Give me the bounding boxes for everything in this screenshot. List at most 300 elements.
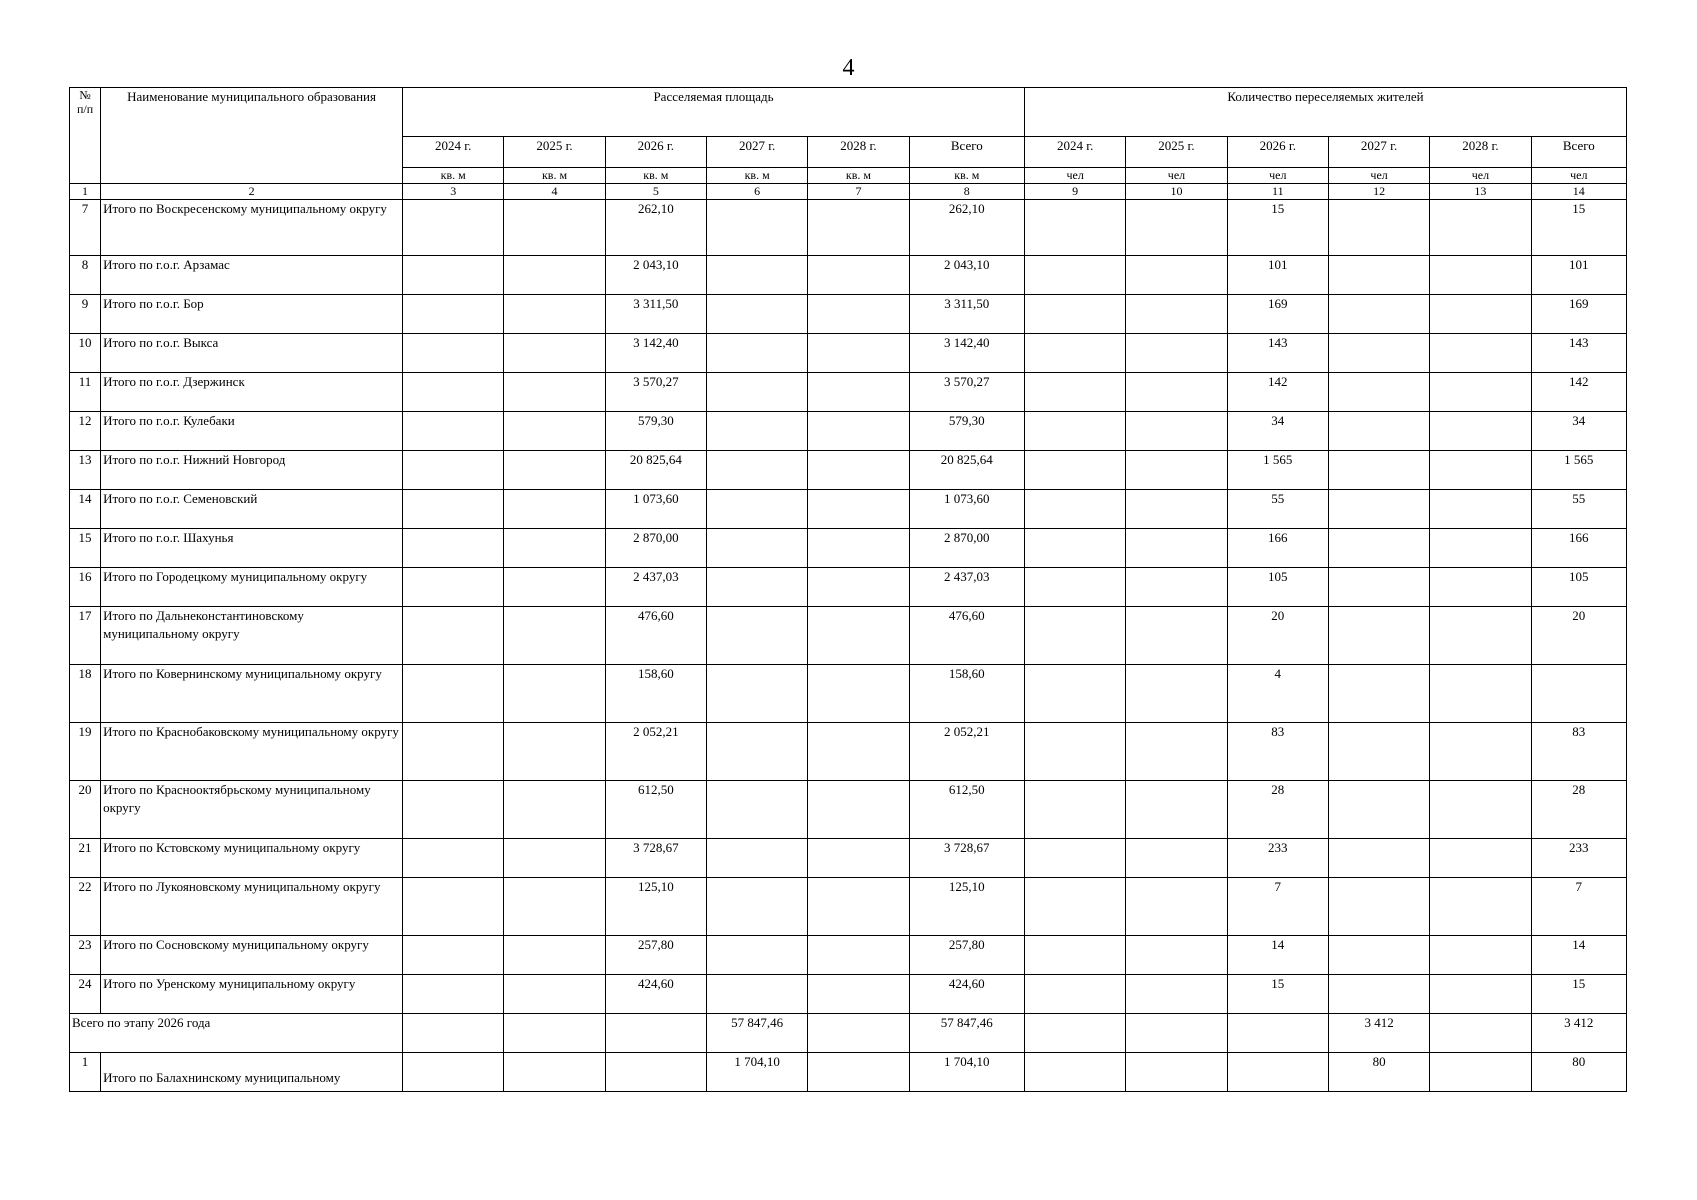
table-row (70, 607, 1627, 665)
residents-2025-cell (1126, 1053, 1227, 1092)
residents-total-cell: 83 (1531, 723, 1626, 781)
header-area-group: Расселяемая площадь (403, 88, 1025, 137)
area-2026-cell: 257,80 (605, 936, 706, 975)
residents-2027-cell (1328, 568, 1429, 607)
residents-2028-cell (1430, 1053, 1531, 1092)
area-2026-cell: 262,10 (605, 200, 706, 256)
residents-2027-cell (1328, 975, 1429, 1014)
residents-2026-cell: 143 (1227, 334, 1328, 373)
area-2024-cell (403, 607, 504, 665)
area-2025-cell (504, 490, 605, 529)
residents-2026-cell: 105 (1227, 568, 1328, 607)
area-2025-cell (504, 412, 605, 451)
header-no-line1: № (79, 88, 91, 102)
header-area-year: Всего (909, 137, 1024, 168)
area-2026-cell: 2 870,00 (605, 529, 706, 568)
column-number: 4 (504, 184, 605, 200)
residents-total-cell: 3 412 (1531, 1014, 1626, 1053)
area-2025-cell (504, 781, 605, 839)
column-number: 10 (1126, 184, 1227, 200)
area-2026-cell: 2 437,03 (605, 568, 706, 607)
header-residents-year: 2024 г. (1025, 137, 1126, 168)
header-residents-unit: чел (1531, 168, 1626, 184)
header-residents-unit: чел (1430, 168, 1531, 184)
area-total-cell: 1 073,60 (909, 490, 1024, 529)
area-total-cell: 3 311,50 (909, 295, 1024, 334)
area-2025-cell (504, 723, 605, 781)
area-total-cell: 2 437,03 (909, 568, 1024, 607)
area-2026-cell: 20 825,64 (605, 451, 706, 490)
header-residents-unit: чел (1227, 168, 1328, 184)
residents-2024-cell (1025, 723, 1126, 781)
area-2027-cell (706, 256, 807, 295)
area-2025-cell (504, 878, 605, 936)
row-number: 18 (70, 665, 101, 723)
residents-2028-cell (1430, 412, 1531, 451)
area-2028-cell (808, 412, 909, 451)
row-number: 16 (70, 568, 101, 607)
residents-2024-cell (1025, 975, 1126, 1014)
residents-2028-cell (1430, 723, 1531, 781)
area-2028-cell (808, 1053, 909, 1092)
residents-2024-cell (1025, 451, 1126, 490)
area-2028-cell (808, 781, 909, 839)
residents-2025-cell (1126, 490, 1227, 529)
residents-2027-cell (1328, 200, 1429, 256)
area-2027-cell (706, 723, 807, 781)
row-name: Итого по г.о.г. Нижний Новгород (101, 451, 403, 490)
table-row (70, 975, 1627, 1014)
residents-2027-cell (1328, 839, 1429, 878)
residents-2028-cell (1430, 1014, 1531, 1053)
column-number: 5 (605, 184, 706, 200)
area-2026-cell: 2 043,10 (605, 256, 706, 295)
header-residents-unit: чел (1126, 168, 1227, 184)
header-residents-year: 2025 г. (1126, 137, 1227, 168)
row-name: Итого по Краснооктябрьскому муниципальному округу (101, 781, 403, 839)
header-residents-group: Количество переселяемых жителей (1025, 88, 1627, 137)
area-2025-cell (504, 256, 605, 295)
area-2027-cell (706, 334, 807, 373)
header-area-unit: кв. м (504, 168, 605, 184)
residents-2027-cell: 80 (1328, 1053, 1429, 1092)
residents-2024-cell (1025, 295, 1126, 334)
residents-2025-cell (1126, 781, 1227, 839)
residents-2024-cell (1025, 781, 1126, 839)
residents-2027-cell (1328, 412, 1429, 451)
area-2028-cell (808, 839, 909, 878)
column-number: 6 (706, 184, 807, 200)
header-row-groups (70, 88, 1627, 137)
area-2026-cell: 158,60 (605, 665, 706, 723)
area-2026-cell: 3 142,40 (605, 334, 706, 373)
area-2024-cell (403, 878, 504, 936)
residents-2028-cell (1430, 256, 1531, 295)
area-2026-cell: 476,60 (605, 607, 706, 665)
residents-2024-cell (1025, 878, 1126, 936)
area-2028-cell (808, 200, 909, 256)
stage-total-label: Всего по этапу 2026 года (70, 1014, 403, 1053)
area-total-cell: 20 825,64 (909, 451, 1024, 490)
residents-2024-cell (1025, 1014, 1126, 1053)
area-total-cell: 158,60 (909, 665, 1024, 723)
area-2027-cell (706, 781, 807, 839)
area-total-cell: 612,50 (909, 781, 1024, 839)
residents-2028-cell (1430, 295, 1531, 334)
header-row-column-numbers (70, 184, 1627, 200)
area-2024-cell (403, 295, 504, 334)
header-area-unit: кв. м (605, 168, 706, 184)
area-2025-cell (504, 936, 605, 975)
residents-2028-cell (1430, 451, 1531, 490)
area-total-cell: 262,10 (909, 200, 1024, 256)
area-2026-cell: 3 311,50 (605, 295, 706, 334)
area-total-cell: 2 052,21 (909, 723, 1024, 781)
table-row (70, 529, 1627, 568)
header-area-year: 2027 г. (706, 137, 807, 168)
residents-2024-cell (1025, 412, 1126, 451)
residents-total-cell: 169 (1531, 295, 1626, 334)
area-total-cell: 2 043,10 (909, 256, 1024, 295)
residents-2028-cell (1430, 665, 1531, 723)
area-2025-cell (504, 568, 605, 607)
row-number: 22 (70, 878, 101, 936)
residents-2026-cell: 142 (1227, 373, 1328, 412)
row-name: Итого по Балахнинскому муниципальному (101, 1053, 403, 1092)
row-number: 19 (70, 723, 101, 781)
area-2025-cell (504, 975, 605, 1014)
residents-2027-cell (1328, 256, 1429, 295)
area-2024-cell (403, 334, 504, 373)
area-2024-cell (403, 256, 504, 295)
area-2024-cell (403, 529, 504, 568)
residents-2028-cell (1430, 781, 1531, 839)
residents-2024-cell (1025, 334, 1126, 373)
residents-2026-cell: 166 (1227, 529, 1328, 568)
area-2025-cell (504, 451, 605, 490)
area-2028-cell (808, 723, 909, 781)
area-2028-cell (808, 665, 909, 723)
area-2025-cell (504, 529, 605, 568)
residents-2025-cell (1126, 451, 1227, 490)
row-name: Итого по Дальнеконстантиновскому муниципальному округу (101, 607, 403, 665)
area-2024-cell (403, 1014, 504, 1053)
row-number: 24 (70, 975, 101, 1014)
residents-2025-cell (1126, 412, 1227, 451)
area-2025-cell (504, 839, 605, 878)
area-2026-cell: 3 570,27 (605, 373, 706, 412)
row-name: Итого по г.о.г. Выкса (101, 334, 403, 373)
residents-2027-cell (1328, 490, 1429, 529)
row-name: Итого по г.о.г. Семеновский (101, 490, 403, 529)
table-row (70, 781, 1627, 839)
page-number: 4 (842, 55, 855, 81)
residents-2028-cell (1430, 878, 1531, 936)
residents-2024-cell (1025, 200, 1126, 256)
table-row (70, 295, 1627, 334)
row-number: 11 (70, 373, 101, 412)
header-area-unit: кв. м (706, 168, 807, 184)
residents-2024-cell (1025, 256, 1126, 295)
row-name: Итого по Краснобаковскому муниципальному округу (101, 723, 403, 781)
row-name: Итого по Ковернинскому муниципальному округу (101, 665, 403, 723)
residents-2026-cell: 83 (1227, 723, 1328, 781)
residents-total-cell: 15 (1531, 200, 1626, 256)
residents-2025-cell (1126, 529, 1227, 568)
area-total-cell: 3 142,40 (909, 334, 1024, 373)
header-no (70, 88, 101, 184)
residents-2026-cell: 1 565 (1227, 451, 1328, 490)
residents-total-cell: 105 (1531, 568, 1626, 607)
area-2028-cell (808, 529, 909, 568)
row-number: 13 (70, 451, 101, 490)
residents-2026-cell: 34 (1227, 412, 1328, 451)
residents-2028-cell (1430, 568, 1531, 607)
residents-total-cell: 7 (1531, 878, 1626, 936)
residents-2027-cell (1328, 607, 1429, 665)
residents-total-cell: 142 (1531, 373, 1626, 412)
header-area-unit: кв. м (403, 168, 504, 184)
residents-total-cell: 101 (1531, 256, 1626, 295)
residents-2027-cell (1328, 451, 1429, 490)
residents-2025-cell (1126, 665, 1227, 723)
area-2026-cell: 125,10 (605, 878, 706, 936)
residents-total-cell: 233 (1531, 839, 1626, 878)
residents-2028-cell (1430, 373, 1531, 412)
residents-2026-cell: 233 (1227, 839, 1328, 878)
row-name: Итого по Воскресенскому муниципальному округу (101, 200, 403, 256)
residents-2026-cell: 14 (1227, 936, 1328, 975)
area-2027-cell (706, 936, 807, 975)
area-2024-cell (403, 839, 504, 878)
column-number: 2 (101, 184, 403, 200)
resettlement-table (69, 87, 1627, 1092)
residents-2027-cell (1328, 723, 1429, 781)
residents-2028-cell (1430, 200, 1531, 256)
residents-2025-cell (1126, 256, 1227, 295)
residents-total-cell: 166 (1531, 529, 1626, 568)
area-total-cell: 424,60 (909, 975, 1024, 1014)
residents-2026-cell: 28 (1227, 781, 1328, 839)
area-2027-cell: 57 847,46 (706, 1014, 807, 1053)
row-name: Итого по Лукояновскому муниципальному округу (101, 878, 403, 936)
residents-total-cell: 28 (1531, 781, 1626, 839)
residents-2025-cell (1126, 936, 1227, 975)
area-2026-cell: 1 073,60 (605, 490, 706, 529)
table-row (70, 839, 1627, 878)
residents-total-cell: 20 (1531, 607, 1626, 665)
area-2028-cell (808, 1014, 909, 1053)
residents-2024-cell (1025, 1053, 1126, 1092)
residents-2026-cell (1227, 1014, 1328, 1053)
area-2027-cell (706, 200, 807, 256)
area-2027-cell (706, 490, 807, 529)
row-number: 17 (70, 607, 101, 665)
residents-2025-cell (1126, 568, 1227, 607)
table-row (70, 665, 1627, 723)
area-2024-cell (403, 1053, 504, 1092)
row-number: 15 (70, 529, 101, 568)
row-name: Итого по г.о.г. Дзержинск (101, 373, 403, 412)
column-number: 7 (808, 184, 909, 200)
residents-2024-cell (1025, 607, 1126, 665)
residents-2026-cell: 55 (1227, 490, 1328, 529)
row-name: Итого по Уренскому муниципальному округу (101, 975, 403, 1014)
residents-2027-cell (1328, 936, 1429, 975)
row-name: Итого по Сосновскому муниципальному округу (101, 936, 403, 975)
area-2025-cell (504, 607, 605, 665)
residents-2025-cell (1126, 200, 1227, 256)
area-2028-cell (808, 295, 909, 334)
header-area-year: 2024 г. (403, 137, 504, 168)
column-number: 3 (403, 184, 504, 200)
area-2026-cell: 579,30 (605, 412, 706, 451)
residents-2026-cell: 15 (1227, 975, 1328, 1014)
row-name: Итого по Кстовскому муниципальному округу (101, 839, 403, 878)
residents-2026-cell (1227, 1053, 1328, 1092)
residents-2028-cell (1430, 529, 1531, 568)
residents-2025-cell (1126, 295, 1227, 334)
area-2026-cell: 612,50 (605, 781, 706, 839)
residents-2025-cell (1126, 607, 1227, 665)
table-row (70, 412, 1627, 451)
area-2028-cell (808, 490, 909, 529)
residents-2028-cell (1430, 975, 1531, 1014)
residents-total-cell (1531, 665, 1626, 723)
area-2026-cell: 424,60 (605, 975, 706, 1014)
area-2024-cell (403, 723, 504, 781)
area-2025-cell (504, 334, 605, 373)
table-row (70, 373, 1627, 412)
area-total-cell: 125,10 (909, 878, 1024, 936)
area-2025-cell (504, 373, 605, 412)
area-total-cell: 3 570,27 (909, 373, 1024, 412)
residents-2024-cell (1025, 490, 1126, 529)
column-number: 9 (1025, 184, 1126, 200)
residents-2025-cell (1126, 1014, 1227, 1053)
row-number: 12 (70, 412, 101, 451)
column-number: 12 (1328, 184, 1429, 200)
residents-2025-cell (1126, 334, 1227, 373)
area-2024-cell (403, 373, 504, 412)
residents-2026-cell: 7 (1227, 878, 1328, 936)
area-total-cell: 257,80 (909, 936, 1024, 975)
area-2025-cell (504, 295, 605, 334)
area-2028-cell (808, 936, 909, 975)
residents-2026-cell: 4 (1227, 665, 1328, 723)
header-no-line2: п/п (76, 102, 94, 116)
residents-2025-cell (1126, 975, 1227, 1014)
table-row (70, 1053, 1627, 1092)
column-number: 14 (1531, 184, 1626, 200)
residents-2026-cell: 15 (1227, 200, 1328, 256)
area-2028-cell (808, 878, 909, 936)
table-row (70, 723, 1627, 781)
area-2025-cell (504, 665, 605, 723)
header-residents-year: 2026 г. (1227, 137, 1328, 168)
residents-2026-cell: 20 (1227, 607, 1328, 665)
residents-2027-cell (1328, 665, 1429, 723)
header-residents-year: 2028 г. (1430, 137, 1531, 168)
row-name: Итого по г.о.г. Кулебаки (101, 412, 403, 451)
area-2028-cell (808, 975, 909, 1014)
header-name: Наименование муниципального образования (101, 88, 403, 184)
header-area-unit: кв. м (808, 168, 909, 184)
row-number: 20 (70, 781, 101, 839)
area-2028-cell (808, 451, 909, 490)
row-number: 23 (70, 936, 101, 975)
column-number: 11 (1227, 184, 1328, 200)
area-2024-cell (403, 412, 504, 451)
row-name: Итого по г.о.г. Арзамас (101, 256, 403, 295)
table-row (70, 568, 1627, 607)
row-number: 8 (70, 256, 101, 295)
area-2024-cell (403, 781, 504, 839)
area-2027-cell (706, 975, 807, 1014)
area-2027-cell (706, 295, 807, 334)
area-2027-cell (706, 665, 807, 723)
residents-2028-cell (1430, 839, 1531, 878)
header-area-year: 2026 г. (605, 137, 706, 168)
area-2028-cell (808, 256, 909, 295)
residents-2026-cell: 101 (1227, 256, 1328, 295)
area-2028-cell (808, 568, 909, 607)
area-2027-cell (706, 529, 807, 568)
table-row (70, 451, 1627, 490)
residents-2027-cell (1328, 295, 1429, 334)
residents-2027-cell (1328, 529, 1429, 568)
header-area-unit: кв. м (909, 168, 1024, 184)
residents-total-cell: 34 (1531, 412, 1626, 451)
residents-2024-cell (1025, 529, 1126, 568)
area-2027-cell (706, 839, 807, 878)
area-total-cell: 476,60 (909, 607, 1024, 665)
residents-2027-cell (1328, 878, 1429, 936)
area-2026-cell (605, 1014, 706, 1053)
area-2027-cell (706, 451, 807, 490)
area-2024-cell (403, 451, 504, 490)
residents-total-cell: 80 (1531, 1053, 1626, 1092)
area-2027-cell (706, 568, 807, 607)
residents-2024-cell (1025, 839, 1126, 878)
area-2024-cell (403, 665, 504, 723)
area-2027-cell (706, 412, 807, 451)
residents-total-cell: 1 565 (1531, 451, 1626, 490)
table-row (70, 878, 1627, 936)
area-2026-cell: 3 728,67 (605, 839, 706, 878)
area-2028-cell (808, 334, 909, 373)
residents-2024-cell (1025, 373, 1126, 412)
residents-2025-cell (1126, 723, 1227, 781)
row-name: Итого по г.о.г. Шахунья (101, 529, 403, 568)
area-2024-cell (403, 936, 504, 975)
table-row (70, 334, 1627, 373)
residents-2028-cell (1430, 936, 1531, 975)
residents-2028-cell (1430, 334, 1531, 373)
area-2028-cell (808, 607, 909, 665)
header-residents-unit: чел (1328, 168, 1429, 184)
residents-2026-cell: 169 (1227, 295, 1328, 334)
row-number: 21 (70, 839, 101, 878)
header-area-year: 2025 г. (504, 137, 605, 168)
residents-2027-cell (1328, 373, 1429, 412)
row-number: 7 (70, 200, 101, 256)
residents-2024-cell (1025, 936, 1126, 975)
residents-2028-cell (1430, 607, 1531, 665)
residents-total-cell: 14 (1531, 936, 1626, 975)
residents-total-cell: 55 (1531, 490, 1626, 529)
header-residents-year: 2027 г. (1328, 137, 1429, 168)
